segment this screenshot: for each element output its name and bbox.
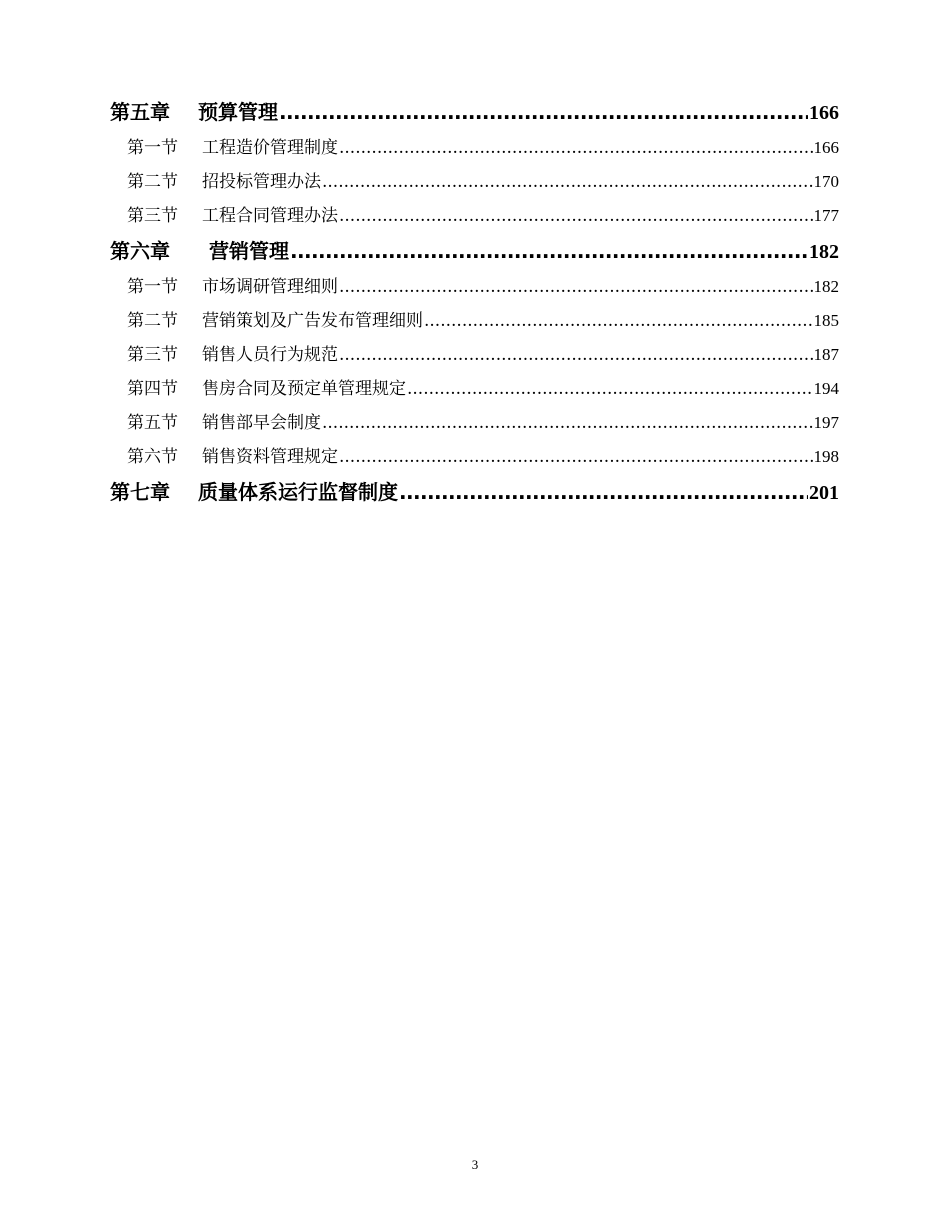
dot-leader — [339, 270, 813, 304]
section-number: 第一节 — [127, 138, 178, 158]
section-number: 第六节 — [127, 447, 178, 467]
toc-chapter-entry[interactable] — [110, 474, 839, 511]
section-number: 第四节 — [127, 379, 178, 399]
toc-section-entry[interactable] — [110, 440, 839, 474]
chapter-title: 质量体系运行监督制度 — [198, 480, 398, 504]
dot-leader — [339, 338, 813, 372]
table-of-contents — [110, 94, 839, 511]
page-reference: 185 — [813, 311, 839, 330]
dot-leader — [290, 233, 808, 270]
page-reference: 166 — [813, 138, 839, 157]
dot-leader — [399, 474, 808, 511]
dot-leader — [407, 372, 813, 406]
toc-chapter-entry[interactable] — [110, 94, 839, 131]
section-number: 第三节 — [127, 345, 178, 365]
toc-section-entry[interactable] — [110, 338, 839, 372]
toc-section-entry[interactable] — [110, 199, 839, 233]
dot-leader — [339, 440, 813, 474]
section-title: 工程合同管理办法 — [202, 206, 338, 226]
toc-section-entry[interactable] — [110, 270, 839, 304]
dot-leader — [279, 94, 808, 131]
toc-section-entry[interactable] — [110, 406, 839, 440]
page-reference: 187 — [813, 345, 839, 364]
page-reference: 182 — [813, 277, 839, 296]
page-reference: 170 — [813, 172, 839, 191]
section-title: 售房合同及预定单管理规定 — [202, 379, 406, 399]
chapter-number: 第七章 — [110, 480, 170, 504]
section-number: 第二节 — [127, 311, 178, 331]
page-reference: 194 — [813, 379, 839, 398]
page-reference: 177 — [813, 206, 839, 225]
dot-leader — [322, 165, 813, 199]
page-reference: 197 — [813, 413, 839, 432]
section-title: 市场调研管理细则 — [202, 277, 338, 297]
dot-leader — [339, 131, 813, 165]
section-title: 招投标管理办法 — [202, 172, 321, 192]
chapter-title: 营销管理 — [209, 239, 289, 263]
section-title: 销售部早会制度 — [202, 413, 321, 433]
dot-leader — [322, 406, 813, 440]
section-number: 第三节 — [127, 206, 178, 226]
toc-section-entry[interactable] — [110, 372, 839, 406]
chapter-title: 预算管理 — [198, 100, 278, 124]
page-reference: 166 — [809, 102, 839, 124]
section-number: 第五节 — [127, 413, 178, 433]
toc-section-entry[interactable] — [110, 304, 839, 338]
section-title: 销售人员行为规范 — [202, 345, 338, 365]
chapter-number: 第五章 — [110, 100, 170, 124]
toc-section-entry[interactable] — [110, 131, 839, 165]
dot-leader — [339, 199, 813, 233]
page-reference: 198 — [813, 447, 839, 466]
page-number: 3 — [471, 1157, 479, 1172]
page-reference: 201 — [809, 482, 839, 504]
section-title: 销售资料管理规定 — [202, 447, 338, 467]
toc-chapter-entry[interactable] — [110, 233, 839, 270]
page-reference: 182 — [809, 241, 839, 263]
section-title: 营销策划及广告发布管理细则 — [202, 311, 423, 331]
toc-section-entry[interactable] — [110, 165, 839, 199]
chapter-number: 第六章 — [110, 239, 170, 263]
section-number: 第一节 — [127, 277, 178, 297]
dot-leader — [424, 304, 813, 338]
section-title: 工程造价管理制度 — [202, 138, 338, 158]
section-number: 第二节 — [127, 172, 178, 192]
